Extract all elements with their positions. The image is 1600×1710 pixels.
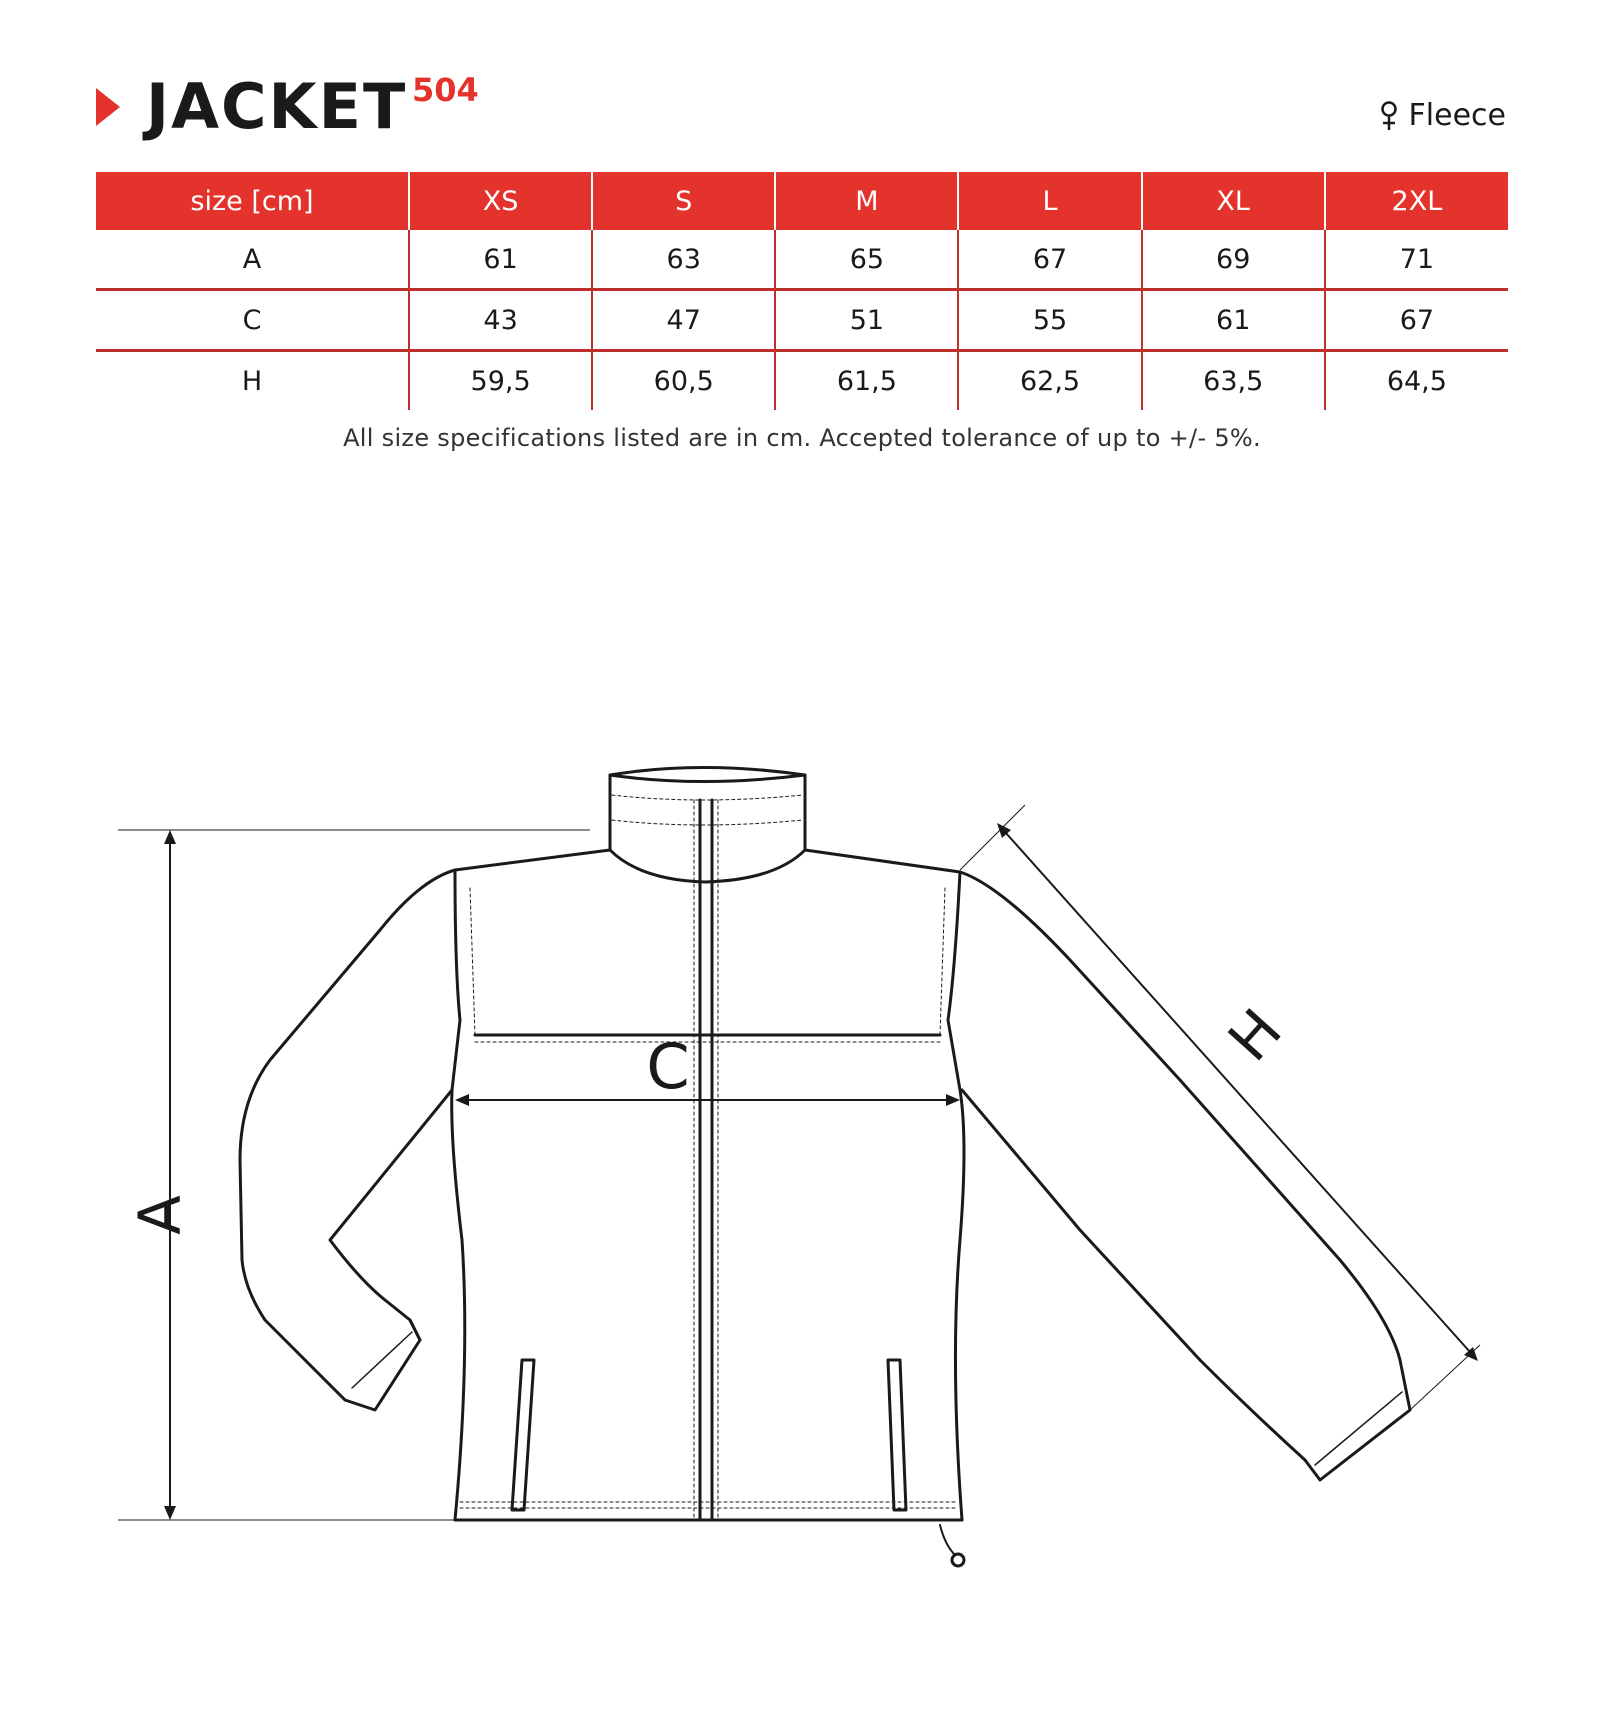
cuff-right: [1305, 1360, 1410, 1480]
table-cell: 71: [1325, 230, 1508, 290]
column-header: L: [958, 172, 1141, 230]
sleeve-left-outer: [240, 870, 455, 1400]
row-label: A: [242, 243, 262, 275]
row-label: C: [96, 290, 409, 351]
table-row: [96, 230, 1508, 290]
size-table: [96, 172, 1508, 410]
table-cell: 67: [1325, 290, 1508, 351]
column-header: XS: [409, 172, 592, 230]
column-header: S: [592, 172, 775, 230]
shoulder-left: [455, 850, 610, 870]
sleeve-right-outer: [960, 872, 1400, 1360]
table-cell: 61,5: [775, 351, 958, 411]
measure-h-line: [1005, 832, 1470, 1352]
drawcord: [940, 1525, 955, 1555]
measure-a-arrow-bottom: [164, 1506, 176, 1520]
female-symbol-icon: [1379, 100, 1399, 132]
table-cell: 63: [592, 230, 775, 290]
measure-c-arrow-left: [455, 1094, 469, 1106]
table-cell: 61: [409, 230, 592, 290]
table-cell: 43: [409, 290, 592, 351]
table-cell: 64,5: [1325, 351, 1508, 411]
measure-h-guide-top: [960, 805, 1025, 870]
body-right-side: [948, 872, 964, 1520]
column-header: XL: [1142, 172, 1325, 230]
table-row: [96, 290, 1508, 351]
row-label: H: [96, 351, 409, 411]
body-left-side: [452, 870, 465, 1520]
measure-c-arrow-right: [946, 1094, 960, 1106]
measure-a-arrow-top: [164, 830, 176, 844]
sleeve-right-inner: [962, 1090, 1305, 1460]
cuff-left: [345, 1320, 420, 1410]
pocket-right: [888, 1360, 906, 1510]
collar-top-edge: [610, 775, 805, 782]
table-cell: 65: [775, 230, 958, 290]
column-header: size [cm]: [96, 172, 409, 230]
sleeve-left-inner: [330, 1090, 452, 1340]
fabric-label: Fleece: [1408, 98, 1506, 133]
page-header: [96, 70, 1506, 143]
column-header: 2XL: [1325, 172, 1508, 230]
product-title: JACKET: [146, 70, 408, 143]
table-row: [96, 351, 1508, 411]
column-header: M: [775, 172, 958, 230]
gender-label: [1379, 98, 1506, 134]
measure-h-label: H: [1215, 996, 1295, 1074]
table-cell: 69: [1142, 230, 1325, 290]
title-arrow-icon: [96, 88, 120, 126]
table-cell: 55: [958, 290, 1141, 351]
size-table-header: [96, 172, 1508, 230]
measure-a-label: A: [126, 1195, 194, 1235]
table-cell: 47: [592, 290, 775, 351]
measure-c-label: C: [646, 1030, 690, 1103]
table-cell: 59,5: [409, 351, 592, 411]
model-number: 504: [412, 71, 479, 109]
shoulder-line-left: [610, 850, 805, 882]
table-cell: 67: [958, 230, 1141, 290]
tolerance-note: All size specifications listed are in cm. Accepted tolerance of up to +/- 5%.: [343, 424, 1261, 452]
table-cell: 61: [1142, 290, 1325, 351]
shoulder-right: [805, 850, 960, 872]
pocket-left: [512, 1360, 534, 1510]
jacket-diagram: [0, 720, 1600, 1680]
table-cell: 63,5: [1142, 351, 1325, 411]
table-cell: 60,5: [592, 351, 775, 411]
table-cell: 62,5: [958, 351, 1141, 411]
table-cell: 51: [775, 290, 958, 351]
